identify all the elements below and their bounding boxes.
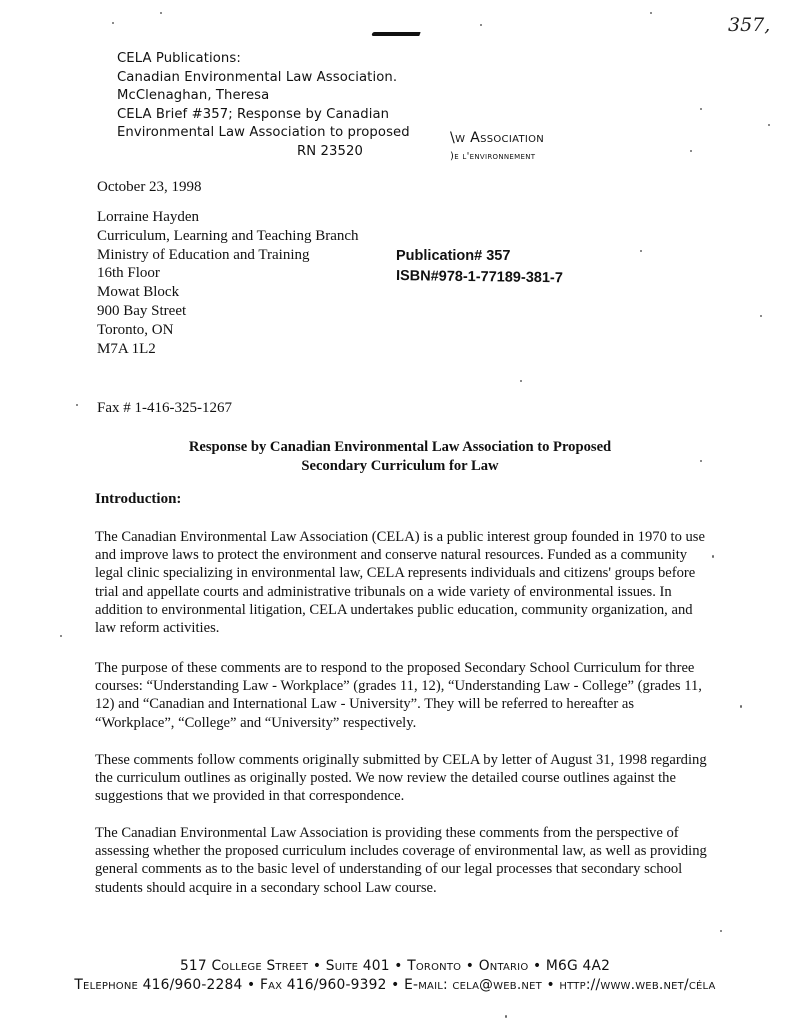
body-paragraph: The purpose of these comments are to respond to the proposed Secondary School Curriculum for three courses: “Understanding Law - Workplace” (grades 11, 12), “Understanding Law - College” (grades 11, 12) and “Canadian and International Law - University”. They will be referred to hereafter as “Workplace”, “College” and “University” respectively. xyxy=(95,660,702,731)
letter-date: October 23, 1998 xyxy=(97,179,202,195)
scan-speck xyxy=(760,315,762,317)
recipient-fax: Fax # 1-416-325-1267 xyxy=(97,400,232,416)
catalog-label-line: Canadian Environmental Law Association. xyxy=(117,69,398,85)
document-title xyxy=(0,438,790,475)
scan-speck xyxy=(700,460,702,462)
catalog-rn-number: RN 23520 xyxy=(297,143,363,159)
recipient-building: Mowat Block xyxy=(97,284,180,301)
footer-contact: Telephone 416/960-2284 • Fax 416/960-9392 • E-mail: cela@web.net • http://www.web.net/céla xyxy=(74,977,716,993)
publication-number: Publication# 357 xyxy=(396,248,511,264)
catalog-label-line: Environmental Law Association to proposed xyxy=(117,125,410,141)
scan-speck xyxy=(60,635,62,637)
recipient-ministry: Ministry of Education and Training xyxy=(97,246,310,263)
scan-speck xyxy=(112,22,114,24)
catalog-label xyxy=(117,50,410,162)
recipient-floor: 16th Floor xyxy=(97,265,160,282)
catalog-label-line: McClenaghan, Theresa xyxy=(117,88,270,104)
body-paragraph: The Canadian Environmental Law Association (CELA) is a public interest group founded in 1970 to use and improve laws to protect the environment and conserve natural resources. Funded as a community legal clinic specializing in environmental law, CELA represents individuals and citizens' groups before trial and appellate courts and administrative tribunals on a wide variety of environmental issues. In addition to environmental litigation, CELA undertakes public education, community organization, and law reform activities. xyxy=(95,529,705,637)
scan-artifact-smear xyxy=(371,32,420,36)
catalog-label-line: CELA Publications: xyxy=(117,51,241,66)
letterhead-footer xyxy=(0,957,790,995)
scan-speck xyxy=(740,705,742,708)
scan-speck xyxy=(700,108,702,110)
scan-speck xyxy=(640,250,642,252)
recipient-postal-code: M7A 1L2 xyxy=(97,340,156,357)
recipient-street: 900 Bay Street xyxy=(97,302,187,319)
scan-speck xyxy=(712,555,714,558)
recipient-branch: Curriculum, Learning and Teaching Branch xyxy=(97,227,359,244)
body-paragraph: The Canadian Environmental Law Association is providing these comments from the perspective of assessing whether the proposed curriculum includes coverage of environmental law, as well as providing general comments as to the basic level of understanding of our legal processes that secondary school students should acquire in a secondary school Law course. xyxy=(95,825,707,896)
scan-speck xyxy=(768,124,770,126)
body-paragraph: These comments follow comments originally submitted by CELA by letter of August 31, 1998 regarding the curriculum outlines as originally posted. We now review the detailed course outlines against the suggestions that we provided in that correspondence. xyxy=(95,752,707,805)
letterhead-association-name: \w Association xyxy=(450,130,545,146)
scan-speck xyxy=(520,380,522,382)
scan-speck xyxy=(650,12,652,14)
scan-speck xyxy=(720,930,722,932)
scan-speck xyxy=(505,1015,507,1018)
catalog-label-line: CELA Brief #357; Response by Canadian xyxy=(117,106,390,122)
publication-isbn: ISBN#978-1-77189-381-7 xyxy=(395,268,563,287)
document-title-line: Response by Canadian Environmental Law Association to Proposed xyxy=(188,439,612,455)
letterhead-association-name-french: )e l'environnement xyxy=(450,151,536,162)
document-title-line: Secondary Curriculum for Law xyxy=(301,457,499,474)
recipient-city: Toronto, ON xyxy=(97,321,174,338)
publication-stamp xyxy=(396,246,563,286)
footer-address: 517 College Street • Suite 401 • Toronto • Ontario • M6G 4A2 xyxy=(179,958,611,974)
scan-speck xyxy=(160,12,162,14)
scan-speck xyxy=(480,24,482,26)
scan-speck xyxy=(76,404,78,406)
handwritten-brief-number: 357, xyxy=(728,14,771,36)
section-heading-introduction: Introduction: xyxy=(95,491,182,507)
recipient-name: Lorraine Hayden xyxy=(97,209,200,225)
recipient-address xyxy=(97,208,359,358)
scan-speck xyxy=(690,150,692,152)
